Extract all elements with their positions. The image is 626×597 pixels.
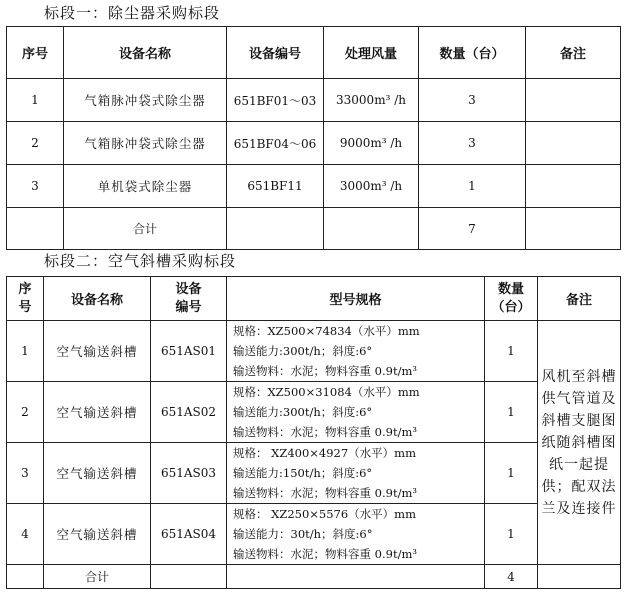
row-qty: 1 xyxy=(485,504,538,565)
total-row xyxy=(7,565,621,589)
section1-title: 标段一：除尘器采购标段 xyxy=(44,4,221,22)
row-code: 651BF01～03 xyxy=(227,79,324,122)
section2-title: 标段二：空气斜槽采购标段 xyxy=(44,252,237,270)
row-qty: 1 xyxy=(485,382,538,443)
total-code xyxy=(227,208,324,250)
row-no: 2 xyxy=(7,122,64,165)
spec-capacity: 输送能力:300t/h；斜度:6° xyxy=(233,405,373,419)
row-spec xyxy=(227,443,485,504)
row-qty: 1 xyxy=(485,321,538,382)
total-spec xyxy=(227,565,485,589)
remark-line: 供；配双法 xyxy=(541,478,617,495)
total-no xyxy=(7,565,44,589)
row-no: 3 xyxy=(7,165,64,208)
row-name: 空气输送斜槽 xyxy=(44,382,151,443)
remark-line: 供气管道及 xyxy=(541,390,617,407)
spec-material: 输送物料：水泥；物料容重 0.9t/m³ xyxy=(233,486,417,500)
row-note xyxy=(526,122,621,165)
header-quantity: 数量（台） xyxy=(419,27,526,79)
row-no: 2 xyxy=(7,382,44,443)
spec-capacity: 输送能力:300t/h；斜度:6° xyxy=(233,344,373,358)
header-no-line1: 序 xyxy=(18,281,32,297)
header-quantity xyxy=(485,277,538,321)
row-spec xyxy=(227,504,485,565)
spec-size: 规格： XZ250×5576（水平）mm xyxy=(233,507,416,521)
air-slide-table xyxy=(6,276,621,589)
row-qty: 3 xyxy=(419,122,526,165)
spec-material: 输送物料：水泥；物料容重 0.9t/m³ xyxy=(233,425,417,439)
header-equipment-code: 设备编号 xyxy=(227,27,324,79)
header-airflow: 处理风量 xyxy=(324,27,419,79)
header-remarks: 备注 xyxy=(538,277,621,321)
table-row xyxy=(7,122,621,165)
remark-line: 兰及连接件 xyxy=(541,500,617,517)
spec-size: 规格：XZ500×74834（水平）mm xyxy=(233,324,420,338)
header-equipment-name: 设备名称 xyxy=(44,277,151,321)
header-remarks: 备注 xyxy=(526,27,621,79)
table-row xyxy=(7,443,621,504)
total-qty: 4 xyxy=(485,565,538,589)
header-no: 序号 xyxy=(7,27,64,79)
header-qty-line1: 数量 xyxy=(497,281,524,297)
spec-size: 规格：XZ500×31084（水平）mm xyxy=(233,385,420,399)
row-no: 4 xyxy=(7,504,44,565)
spec-material: 输送物料：水泥；物料容重 0.9t/m³ xyxy=(233,364,417,378)
header-code-line1: 设备 xyxy=(175,281,202,297)
total-code xyxy=(151,565,227,589)
total-no xyxy=(7,208,64,250)
header-code-line2: 编号 xyxy=(175,299,202,315)
row-name: 单机袋式除尘器 xyxy=(64,165,227,208)
row-qty: 3 xyxy=(419,79,526,122)
row-spec xyxy=(227,321,485,382)
remark-line: 风机至斜槽 xyxy=(541,368,617,385)
row-name: 空气输送斜槽 xyxy=(44,504,151,565)
row-airflow: 3000m³ /h xyxy=(324,165,419,208)
total-note xyxy=(538,565,621,589)
table-header-row xyxy=(7,27,621,79)
row-qty: 1 xyxy=(419,165,526,208)
row-name: 空气输送斜槽 xyxy=(44,443,151,504)
row-name: 气箱脉冲袋式除尘器 xyxy=(64,122,227,165)
row-no: 1 xyxy=(7,79,64,122)
total-row xyxy=(7,208,621,250)
table-row xyxy=(7,382,621,443)
row-qty: 1 xyxy=(485,443,538,504)
header-spec: 型号规格 xyxy=(227,277,485,321)
row-name: 气箱脉冲袋式除尘器 xyxy=(64,79,227,122)
row-no: 1 xyxy=(7,321,44,382)
header-equipment-name: 设备名称 xyxy=(64,27,227,79)
row-code: 651BF04～06 xyxy=(227,122,324,165)
table-row xyxy=(7,321,621,382)
row-name: 空气输送斜槽 xyxy=(44,321,151,382)
total-label: 合计 xyxy=(44,565,151,589)
remark-line: 斜槽支腿图 xyxy=(541,412,617,429)
header-no-line2: 号 xyxy=(18,299,32,315)
row-airflow: 9000m³ /h xyxy=(324,122,419,165)
row-no: 3 xyxy=(7,443,44,504)
row-code: 651AS01 xyxy=(151,321,227,382)
table-row xyxy=(7,79,621,122)
row-code: 651AS04 xyxy=(151,504,227,565)
dust-collector-table xyxy=(6,26,621,250)
row-airflow: 33000m³ /h xyxy=(324,79,419,122)
total-airflow xyxy=(324,208,419,250)
remarks-cell xyxy=(538,321,621,565)
spec-material: 输送物料：水泥；物料容重 0.9t/m³ xyxy=(233,547,417,561)
row-code: 651BF11 xyxy=(227,165,324,208)
spec-size: 规格： XZ400×4927（水平）mm xyxy=(233,446,416,460)
total-label: 合计 xyxy=(64,208,227,250)
total-note xyxy=(526,208,621,250)
header-no xyxy=(7,277,44,321)
remark-line: 纸随斜槽图 xyxy=(541,434,617,451)
total-qty: 7 xyxy=(419,208,526,250)
table-row xyxy=(7,165,621,208)
row-code: 651AS02 xyxy=(151,382,227,443)
header-qty-line2: （台） xyxy=(491,299,531,315)
table-row xyxy=(7,504,621,565)
spec-capacity: 输送能力:150t/h；斜度:6° xyxy=(233,466,373,480)
table-header-row xyxy=(7,277,621,321)
header-equipment-code xyxy=(151,277,227,321)
row-note xyxy=(526,165,621,208)
remark-line: 纸一起提 xyxy=(549,456,609,473)
row-spec xyxy=(227,382,485,443)
row-code: 651AS03 xyxy=(151,443,227,504)
row-note xyxy=(526,79,621,122)
spec-capacity: 输送能力：30t/h；斜度:6° xyxy=(233,527,373,541)
